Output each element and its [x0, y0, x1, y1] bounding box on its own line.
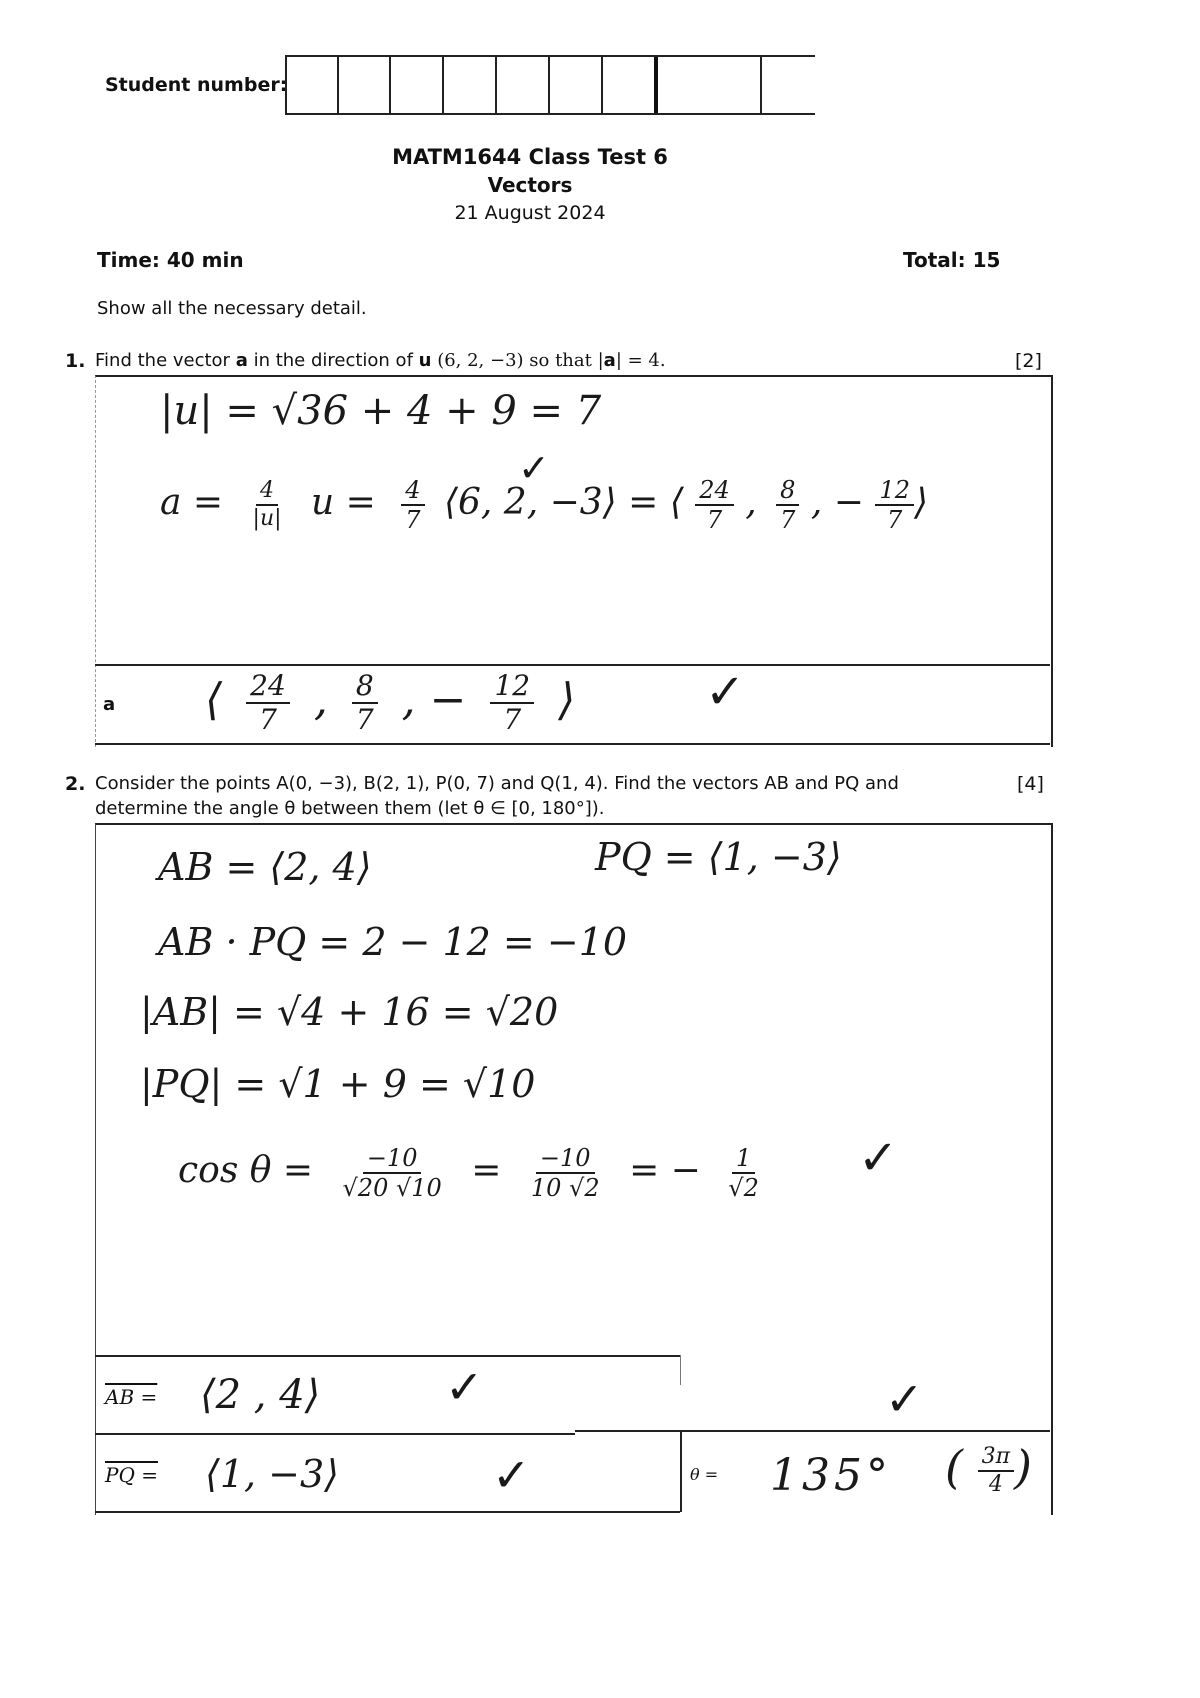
page-subtitle: Vectors: [487, 173, 573, 197]
student-number-label: Student number:: [105, 74, 288, 96]
q2-answer-pq-label: PQ =: [105, 1463, 158, 1487]
q2-answer-pq: ⟨1, −3⟩: [205, 1452, 340, 1496]
q2-check-mark-theta: ✓: [885, 1372, 924, 1426]
q2-answer-divider-mid-v: [680, 1355, 681, 1385]
q2-check-mark-cos: ✓: [858, 1130, 899, 1186]
q2-answer-ab-label: AB =: [105, 1385, 158, 1409]
q2-answer-divider-top: [95, 1355, 680, 1357]
q2-check-mark-ab: ✓: [445, 1360, 484, 1414]
q1-check-mark-work: ✓: [518, 446, 550, 490]
q2-marks: [4]: [1017, 773, 1044, 795]
q2-work-ab: AB = ⟨2, 4⟩: [158, 845, 372, 889]
q1-work-line2: a = $\frac{4}{|u|}$ u = $\frac{4}{7}$ ⟨6, 2, −3⟩ = ⟨ $\frac{24}{7}$ , $\frac{8}{7}$ , − $\frac{12}{7}$ ⟩: [160, 476, 929, 534]
q2-answer-theta-alt: ( $\frac{3\pi}{4}$ ): [945, 1440, 1032, 1497]
q1-marks: [2]: [1015, 350, 1042, 372]
q2-answer-divider-right: [575, 1430, 1050, 1432]
q1-number: 1.: [65, 350, 86, 372]
q2-work-dot: AB · PQ = 2 − 12 = −10: [158, 920, 628, 964]
instruction-text: Show all the necessary detail.: [97, 298, 367, 319]
q2-answer-bottom: [95, 1511, 680, 1513]
q2-work-cos: cos θ = $\frac{-10}{√20 √10}$ = $\frac{-10}{10 √2}$ = − $\frac{1}{√2}$: [178, 1144, 759, 1202]
test-header: [0, 143, 1060, 227]
q2-answer-divider-ab: [95, 1433, 575, 1435]
q2-work-mag-pq: |PQ| = √1 + 9 = √10: [140, 1062, 536, 1106]
q1-prompt: Find the vector a in the direction of u (6, 2, −3) so that |a| = 4.: [95, 350, 666, 371]
time-label: Time: 40 min: [97, 248, 244, 272]
q2-check-mark-pq: ✓: [492, 1448, 531, 1502]
q2-work-mag-ab: |AB| = √4 + 16 = √20: [140, 990, 559, 1034]
q1-final-answer: ⟨ $\frac{24}{7}$ , $\frac{8}{7}$ , − $\frac{12}{7}$ ⟩: [205, 669, 576, 736]
q1-work-line1: |u| = √36 + 4 + 9 = 7: [160, 388, 602, 434]
q2-theta-divider: [680, 1432, 682, 1512]
q2-prompt-line1: Consider the points A(0, −3), B(2, 1), P(0, 7) and Q(1, 4). Find the vectors AB and PQ and: [95, 773, 899, 794]
test-date: 21 August 2024: [454, 202, 606, 224]
q1-answer-bottom: [95, 743, 1050, 745]
q2-number: 2.: [65, 773, 86, 795]
q2-answer-ab: ⟨2 , 4⟩: [200, 1372, 321, 1418]
q2-work-pq: PQ = ⟨1, −3⟩: [595, 835, 842, 879]
q2-prompt-line2: determine the angle θ between them (let θ ∈ [0, 180°]).: [95, 798, 605, 819]
q1-answer-label: a: [103, 694, 116, 715]
q1-answer-divider: [95, 664, 1050, 666]
q2-answer-theta: 135°: [770, 1450, 892, 1501]
total-label: Total: 15: [903, 248, 1001, 272]
page-title: MATM1644 Class Test 6: [392, 145, 668, 169]
q1-check-mark-answer: ✓: [705, 664, 746, 720]
q2-answer-theta-label: θ =: [690, 1465, 719, 1484]
student-number-grid[interactable]: [285, 55, 815, 115]
